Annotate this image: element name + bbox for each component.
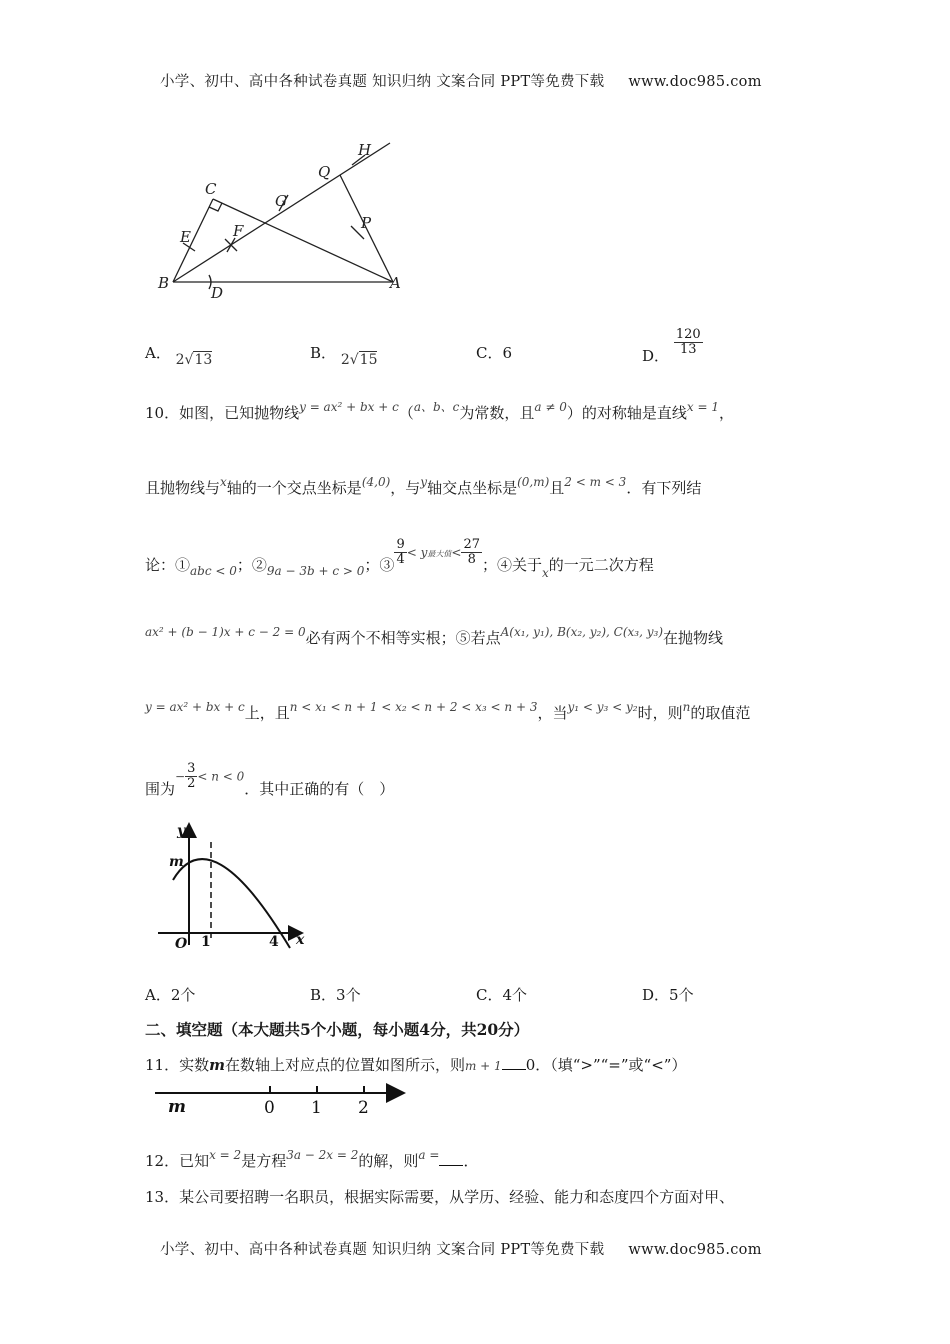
q12-answer-blank[interactable] (439, 1153, 463, 1166)
footer-url[interactable]: www.doc985.com (628, 1242, 762, 1258)
q10-line3: 论：$①_{abc < 0}$；$②_{9a - 3b + c > 0}$；③ $\frac{9}{4}$ < y最大值< $\frac{27}{8}$ ；④关于$_x$的一元二次方程 (145, 537, 654, 580)
graph-label-y: y (177, 823, 186, 839)
label-f: F (233, 222, 244, 240)
q10-line4: $^{ax^2 + (b - 1)x + c - 2 = 0}$必有两个不相等实根；⑤若点$^{A(x_1, y_1), B(x_2, y_2), C(x_3, y_3)}$在抛物线 (145, 625, 724, 647)
label-p: P (361, 214, 372, 232)
label-h: H (358, 141, 372, 159)
q10-option-c[interactable]: C．4个 (476, 986, 528, 1004)
q9-option-a[interactable]: A． 2√13 (145, 344, 213, 368)
arc-f2 (227, 238, 235, 252)
fraction-27-8: $\frac{27}{8}$ (463, 537, 480, 567)
numberline-label-m: m (168, 1097, 186, 1117)
q10-line2: 且抛物线与$^x$轴的一个交点坐标是$^{(4,0)}$，与$^y$轴交点坐标是$^{(0,m)}$且$^{2 < m < 3}$．有下列结 (145, 475, 702, 497)
page-header (160, 70, 762, 91)
numberline-label-2: 2 (358, 1098, 369, 1118)
q11-answer-blank[interactable] (502, 1057, 526, 1070)
fraction-3-2: $\frac{3}{2}$ (187, 761, 196, 791)
label-q: Q (318, 163, 331, 181)
q12-text: 12．已知$^{x = 2}$是方程$^{3a - 2x = 2}$的解，则$^{a =}$ ． (145, 1148, 479, 1170)
segment-ca (213, 199, 393, 282)
header-url[interactable]: www.doc985.com (628, 74, 762, 90)
numberline-label-1: 1 (311, 1098, 322, 1118)
q10-option-a[interactable]: A．2个 (145, 986, 196, 1004)
fraction-120-13: $\frac{120}{13}$ (675, 327, 701, 357)
page-footer (160, 1238, 762, 1259)
q9-option-b[interactable]: B． 2√15 (310, 344, 378, 368)
q10-line1: 10．如图，已知抛物线$^{y = ax^2 + bx + c}$（$^{a、b、c}$为常数，且$^{a \ne 0}$）的对称轴是直线$^{x = 1}$， (145, 400, 735, 422)
number-line (150, 1082, 420, 1118)
label-a: A (390, 274, 401, 292)
label-c: C (205, 180, 217, 198)
q13-text: 13．某公司要招聘一名职员，根据实际需要，从学历、经验、能力和态度四个方面对甲、 (145, 1188, 735, 1206)
label-d: D (211, 284, 224, 302)
section-title: 二、填空题（本大题共5个小题，每小题4分，共20分） (145, 1020, 530, 1039)
sqrt-15: 2√15 (340, 352, 378, 368)
parabola-graph (155, 820, 315, 950)
q10-line6: 围为− $\frac{3}{2}$ < n < 0．其中正确的有（ ） (145, 761, 395, 798)
graph-label-o: O (175, 936, 188, 950)
label-e: E (180, 228, 191, 246)
header-text: 小学、初中、高中各种试卷真题 知识归纳 文案合同 PPT等免费下载 (160, 74, 605, 90)
q11-text: 11．实数m在数轴上对应点的位置如图所示，则m + 1 0．（填“>”“=”或“<”） (145, 1056, 687, 1074)
label-b: B (158, 274, 170, 292)
graph-label-1: 1 (201, 934, 211, 950)
numberline-label-0: 0 (264, 1098, 275, 1118)
label-g: G (275, 192, 287, 210)
graph-label-x: x (296, 932, 305, 948)
triangle-figure (145, 135, 415, 305)
q10-option-b[interactable]: B．3个 (310, 986, 361, 1004)
fraction-9-4: $\frac{9}{4}$ (396, 537, 405, 567)
q9-option-d[interactable]: D． $\frac{120}{13}$ (642, 327, 701, 365)
graph-label-4: 4 (269, 934, 279, 950)
q10-option-d[interactable]: D．5个 (642, 986, 694, 1004)
q10-line5: $^{y = ax^2 + bx + c}$上，且$^{n < x_1 < n + 1 < x_2 < n + 2 < x_3 < n + 3}$，当$^{y_1 < y_3 < y_2}$时，则$^n$的取值范 (145, 700, 751, 722)
ray-bh (173, 143, 390, 282)
graph-label-m: m (169, 854, 184, 870)
q9-option-c[interactable]: C．6 (476, 344, 513, 362)
footer-text: 小学、初中、高中各种试卷真题 知识归纳 文案合同 PPT等免费下载 (160, 1242, 605, 1258)
sqrt-13: 2√13 (175, 352, 213, 368)
